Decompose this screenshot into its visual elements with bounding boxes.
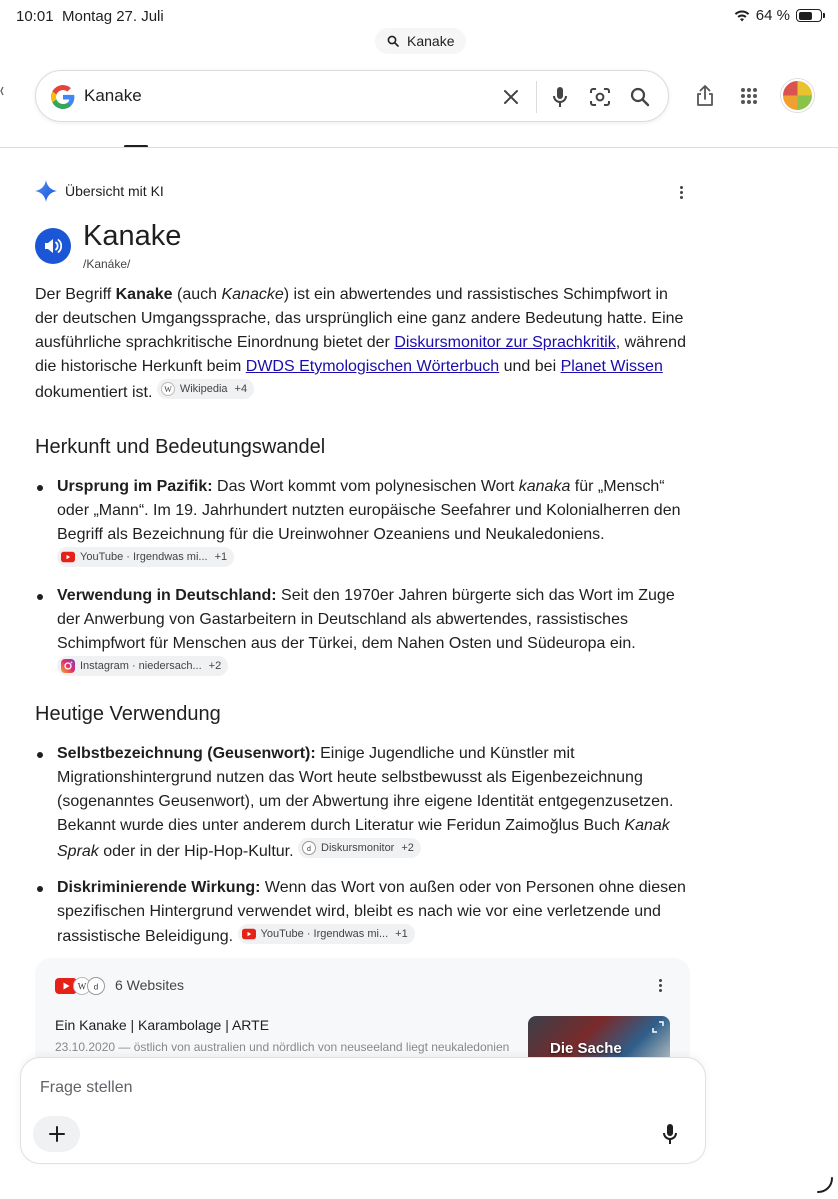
- intro-text: ) ist ein abwertendes und rassistisches Schimpfwort in der deutschen Umgangssprache, das ursprünglich eine ganz andere Bedeutung hatte. Eine ausführliche sprachkritische Einordnung bietet der: [35, 286, 684, 351]
- section-heading-herkunft: Herkunft und Bedeutungswandel: [35, 436, 326, 458]
- link-diskursmonitor[interactable]: Diskursmonitor zur Sprachkritik: [394, 334, 616, 351]
- ask-voice-button[interactable]: [658, 1122, 682, 1146]
- intro-text: (auch: [172, 286, 222, 303]
- chip-more: +1: [395, 928, 408, 940]
- source-chip-youtube[interactable]: [57, 547, 234, 567]
- intro-text: Der Begriff: [35, 286, 116, 303]
- list-item-label: Verwendung in Deutschland:: [57, 587, 277, 604]
- wifi-icon: [734, 10, 750, 22]
- list-item-label: Diskriminierende Wirkung:: [57, 879, 261, 896]
- chip-source: Instagram · niedersach...: [80, 660, 202, 672]
- close-icon: [503, 89, 519, 105]
- intro-italic-term: Kanacke: [221, 286, 284, 303]
- intro-text: , während die historische Herkunft beim: [35, 334, 686, 375]
- list-item-text: Einige Jugendliche und Künstler mit Migrationshintergrund nutzen das Wort heute selbstbewusst als Eigenbezeichnung (sogenanntes Geusenwort), um der Abwertung ihre eigene Identität entgegenzusetzen. Bekannt wurde dies unter anderem durch Literatur wie Feridun Zaimoğlus Buch: [57, 745, 674, 834]
- back-edge-icon[interactable]: [0, 86, 4, 96]
- ask-input[interactable]: Frage stellen: [40, 1079, 133, 1096]
- ai-overview-content: [35, 283, 695, 961]
- list-item: [35, 742, 695, 864]
- svg-text:d: d: [307, 846, 311, 853]
- chip-more: +1: [214, 551, 228, 563]
- search-bar[interactable]: [35, 70, 669, 122]
- list-item: [35, 475, 695, 572]
- add-button[interactable]: [33, 1116, 80, 1152]
- voice-search-button[interactable]: [547, 84, 573, 110]
- status-date: Montag 27. Juli: [62, 8, 164, 25]
- list-item-label: Ursprung im Pazifik:: [57, 478, 213, 495]
- source-title[interactable]: Ein Kanake | Karambolage | ARTE: [55, 1017, 270, 1033]
- definition-word: Kanake: [83, 220, 182, 252]
- intro-bold-term: Kanake: [115, 286, 173, 303]
- source-snippet: 23.10.2020 — östlich von australien und nördlich von neuseeland liegt neukaledonien: [55, 1040, 510, 1054]
- microphone-icon: [552, 86, 568, 108]
- chip-more: +4: [234, 383, 248, 395]
- account-avatar[interactable]: [781, 79, 814, 112]
- diskursmonitor-icon: [87, 977, 105, 995]
- top-pill-label: Kanake: [407, 33, 455, 49]
- source-chip-diskursmonitor[interactable]: [298, 838, 421, 858]
- share-icon: [696, 85, 714, 107]
- list-item-text: Seit den 1970er Jahren bürgerte sich das Wort im Zuge der Anwerbung von Gastarbeitern in Deutschland als abwertendes, rassistisches Schimpfwort für Menschen aus der Türkei, dem Nahen Osten und Südeuropa ein.: [57, 587, 675, 652]
- chip-more: +2: [208, 660, 222, 672]
- wikipedia-icon: [161, 382, 175, 396]
- svg-text:W: W: [77, 981, 87, 992]
- intro-text: und bei: [499, 358, 561, 375]
- instagram-icon: [61, 659, 75, 673]
- sources-card[interactable]: [35, 958, 690, 1068]
- link-dwds[interactable]: DWDS Etymologischen Wörterbuch: [245, 358, 500, 375]
- search-divider: [536, 81, 537, 113]
- search-icon: [387, 35, 399, 47]
- list-item-text: für „Mensch“ oder „Mann“. Im 19. Jahrhundert nutzten europäische Seefahrer und Kolonialherren den Begriff als Bezeichnung für die Ureinwohner Ozeaniens und Neukaledoniens.: [57, 478, 681, 543]
- google-logo-icon: [50, 84, 76, 110]
- status-right: [734, 7, 822, 24]
- source-chip-instagram[interactable]: [57, 656, 228, 676]
- search-submit-button[interactable]: [627, 84, 653, 110]
- chip-more: +2: [401, 842, 414, 854]
- status-time: 10:01: [16, 8, 54, 25]
- list-item-italic: Kanak Sprak: [57, 817, 670, 860]
- source-favicons: [55, 977, 105, 995]
- top-search-pill[interactable]: [375, 28, 466, 54]
- speaker-icon: [44, 238, 62, 254]
- svg-text:d: d: [93, 982, 99, 992]
- battery-icon: [796, 9, 822, 22]
- pronunciation-button[interactable]: [35, 228, 71, 264]
- diskursmonitor-icon: [302, 841, 316, 855]
- herkunft-list: [35, 475, 695, 682]
- intro-paragraph: [35, 283, 695, 405]
- share-button[interactable]: [691, 82, 719, 110]
- ai-overview-title: Übersicht mit KI: [65, 183, 164, 199]
- list-item-text: Das Wort kommt vom polynesischen Wort: [212, 478, 519, 495]
- intro-text: dokumentiert ist.: [35, 384, 157, 401]
- battery-percent: 64 %: [755, 7, 790, 24]
- chip-source: YouTube · Irgendwas mi...: [80, 551, 208, 563]
- list-item-text: oder in der Hip-Hop-Kultur.: [98, 843, 298, 860]
- youtube-icon: [61, 550, 75, 564]
- lens-search-button[interactable]: [587, 84, 613, 110]
- clear-button[interactable]: [498, 84, 524, 110]
- apps-grid-icon: [740, 87, 758, 105]
- ai-overview-header: [35, 180, 164, 202]
- link-planet-wissen[interactable]: Planet Wissen: [560, 358, 663, 375]
- list-item-text: Wenn das Wort von außen oder von Personen ohne diesen spezifischen Hintergrund verwendet wird, bleibt es nach wie vor eine verletzende und rassistische Beleidigung.: [57, 879, 686, 945]
- chip-source: Wikipedia: [179, 383, 228, 395]
- resize-corner-icon: [816, 1176, 834, 1194]
- expand-icon: [652, 1021, 664, 1033]
- list-item-italic: kanaka: [518, 478, 571, 495]
- sources-more-button[interactable]: [652, 975, 668, 995]
- plus-icon: [49, 1126, 65, 1142]
- thumbnail-text: Die Sache: [550, 1040, 622, 1057]
- microphone-icon: [662, 1123, 678, 1145]
- camera-lens-icon: [589, 87, 611, 107]
- verwendung-list: [35, 742, 695, 949]
- apps-button[interactable]: [735, 82, 763, 110]
- list-item: [35, 584, 695, 682]
- source-chip-youtube[interactable]: [238, 924, 415, 944]
- list-item-label: Selbstbezeichnung (Geusenwort):: [57, 745, 316, 762]
- source-chip-wikipedia[interactable]: [157, 379, 254, 399]
- phonetic-text: /Kanáke/: [83, 257, 131, 271]
- gemini-sparkle-icon: [35, 180, 57, 202]
- chip-source: YouTube · Irgendwas mi...: [260, 928, 389, 940]
- sources-count[interactable]: 6 Websites: [115, 977, 184, 993]
- ai-overview-more-button[interactable]: [673, 182, 689, 202]
- youtube-icon: [242, 927, 256, 941]
- list-item: [35, 876, 695, 949]
- svg-text:W: W: [164, 385, 172, 394]
- section-heading-heutige-verwendung: Heutige Verwendung: [35, 703, 221, 725]
- chip-source: Diskursmonitor: [321, 842, 395, 854]
- ask-followup-box[interactable]: [20, 1057, 706, 1164]
- search-icon: [630, 87, 650, 107]
- search-input[interactable]: Kanake: [84, 86, 142, 105]
- header-divider: [0, 147, 838, 148]
